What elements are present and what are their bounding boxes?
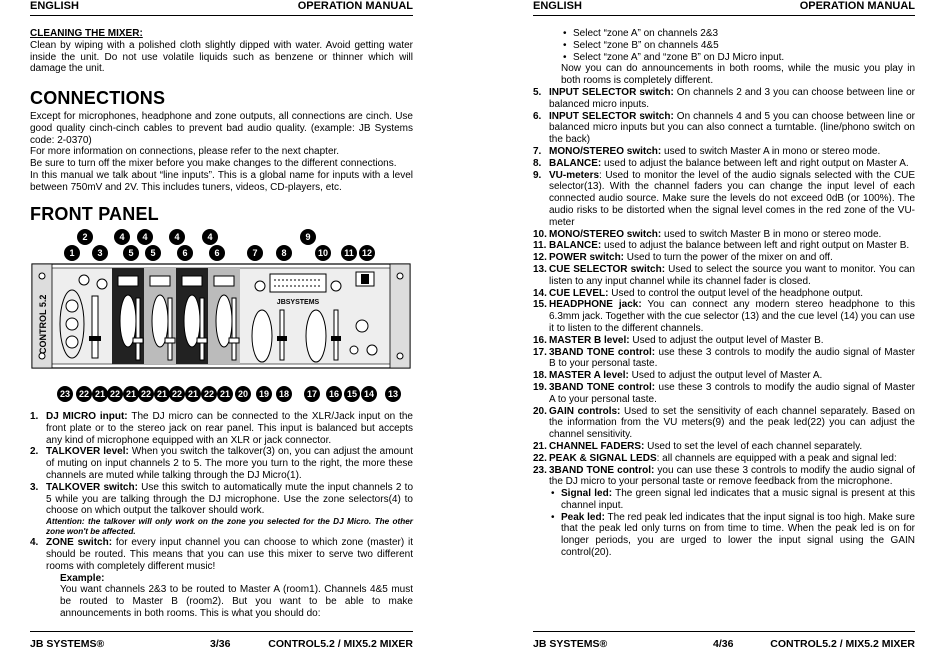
list-item: 17. 3BAND TONE control: use these 3 controls to modify the audio signal of Master B to your personal taste.	[533, 346, 915, 370]
callout-number: 14	[361, 386, 377, 402]
list-item: • Select “zone A” on channels 2&3	[561, 28, 915, 40]
list-item: 20. GAIN controls: Used to set the sensitivity of each channel separately. Based on the information from the VU meters(9) and the peak led(22) you can adjust the channel sensitivity.	[533, 405, 915, 441]
cleaning-section	[30, 28, 413, 75]
list-item: 10. MONO/STEREO switch: used to switch Master B in mono or stereo mode.	[533, 228, 882, 240]
header-title: OPERATION MANUAL	[297, 0, 413, 12]
list-item: 9. VU-meters: Used to monitor the level of the audio signals selected with the CUE selector(13). With the channel faders you can change the input level of each connected audio source. Make sure the levels do not exceed 0dB (or 100%). The audio risks to be distorted when the signal level comes in the red zone of the VU-meter	[533, 169, 915, 228]
callout-number: 16	[326, 386, 342, 402]
callout-number: 4	[202, 229, 218, 245]
callout-number: 4	[169, 229, 185, 245]
callout-number: 20	[235, 386, 251, 402]
callout-number: 22	[169, 386, 185, 402]
connections-p3: Be sure to turn off the mixer before you make changes to the different connections.	[30, 158, 397, 170]
connections-p2: For more information on connections, please refer to the next chapter.	[30, 146, 340, 158]
callout-number: 4	[114, 229, 130, 245]
list-item: 5. INPUT SELECTOR switch: On channels 2 and 3 you can choose between line or balanced micro inputs.	[533, 87, 916, 110]
callout-number: 18	[276, 386, 292, 402]
list-item: 23. 3BAND TONE control: you can use these 3 controls to modify the audio signal of the DJ micro to your personal taste or remove feedback from the microphone.	[533, 464, 915, 488]
callout-number: 5	[123, 245, 139, 261]
callout-number: 2	[77, 229, 93, 245]
list-item: 19. 3BAND TONE control: use these 3 controls to modify the audio signal of Master A to your personal taste.	[533, 381, 915, 405]
callout-number: 12	[359, 245, 375, 261]
line-channels	[112, 268, 240, 364]
example-label: Example:	[60, 572, 105, 584]
panel-model-label: CONTROL 5.2	[38, 294, 48, 354]
callout-number: 9	[300, 229, 316, 245]
callout-number: 22	[201, 386, 217, 402]
callout-number: 4	[137, 229, 153, 245]
right-item-list	[533, 87, 915, 559]
list-item: 8. BALANCE: used to adjust the balance between left and right output on Master A.	[533, 157, 909, 169]
list-item: 4. ZONE switch: for every input channel you can choose to which zone (master) it should be routed. This means that you can use this mixer to serve two different rooms with completely different music! Example: You want channels 2&3 to be routed to Master A (room1). Channels 4&5 must be routed to Master B (room2). But you want to be able to make announcements in both rooms. This is what you should do:	[30, 537, 413, 619]
list-item: 13. CUE SELECTOR switch: Used to select the source you want to monitor. You can listen to any input channel while its channel fader is closed.	[533, 263, 915, 287]
list-item: 12. POWER switch: Used to turn the power of the mixer on and off.	[533, 252, 833, 264]
callout-number: 13	[385, 386, 401, 402]
header-language: ENGLISH	[30, 0, 79, 12]
page-footer	[533, 631, 915, 652]
list-item: 14. CUE LEVEL: Used to control the output level of the headphone output.	[533, 287, 864, 299]
callout-number: 21	[92, 386, 108, 402]
callout-number: 21	[154, 386, 170, 402]
list-item	[533, 488, 915, 559]
callout-number: 3	[92, 245, 108, 261]
connections-text	[30, 111, 413, 194]
zone-example-summary: Now you can do announcements in both rooms, while the music you play in both rooms is completely different.	[561, 63, 915, 87]
callout-number: 19	[256, 386, 272, 402]
list-item: 2. TALKOVER level: When you switch the talkover(3) on, you can adjust the amount of muting on input channels 2 to 5. The more you turn to the right, the more these channels are muted while talking through the DJ Micro(1).	[30, 446, 413, 481]
list-item: 16. MASTER B level: Used to adjust the output level of Master B.	[533, 334, 824, 346]
callout-number: 6	[177, 245, 193, 261]
callout-number: 8	[276, 245, 292, 261]
header-language: ENGLISH	[533, 0, 582, 12]
page-footer	[30, 631, 413, 652]
callout-number: 21	[185, 386, 201, 402]
zone-example-steps	[561, 28, 915, 87]
panel-brand-label: JBSYSTEMS	[276, 299, 320, 306]
signal-led-bullet: • Signal led: The green signal led indicates that a music signal is present at this channel input.	[549, 488, 915, 512]
callout-number: 23	[57, 386, 73, 402]
peak-led-bullet: • Peak led: The red peak led indicates that the input signal is too high. Make sure that the peak led only turns on from time to time. When the peak led is on for longer periods, you are urged to lower the input signal using the GAIN control(20).	[549, 512, 915, 559]
header-title: OPERATION MANUAL	[799, 0, 915, 12]
list-item: • Select “zone A” and “zone B” on DJ Micro input.	[561, 52, 915, 64]
list-item: 7. MONO/STEREO switch: used to switch Master A in mono or stereo mode.	[533, 145, 881, 157]
callout-number: 22	[138, 386, 154, 402]
callout-number: 10	[315, 245, 331, 261]
list-item: 15. HEADPHONE jack: You can connect any modern stereo headphone to this 6.3mm jack. Together with the cue selector (13) and the cue level (14) you can use it to listen to the different channels.	[533, 299, 916, 334]
callout-number: 5	[145, 245, 161, 261]
footer-page-number: 4/36	[713, 638, 734, 650]
callout-number: 15	[344, 386, 360, 402]
callout-number: 7	[247, 245, 263, 261]
footer-model: CONTROL5.2 / MIX5.2 MIXER	[268, 638, 413, 650]
list-item: 22. PEAK & SIGNAL LEDS: all channels are equipped with a peak and signal led:	[533, 452, 897, 464]
front-panel-heading: FRONT PANEL	[30, 204, 159, 224]
list-item: 21. CHANNEL FADERS: Used to set the level of each channel separately.	[533, 440, 863, 452]
left-item-list	[30, 411, 413, 620]
connections-p1: Except for microphones, headphone and zone outputs, all connections are cinch. Use good quality cinch-cinch cables to prevent bad audio quality. (example: JB Systems code: 2-0370)	[30, 111, 413, 146]
page-header	[30, 0, 413, 16]
list-item: • Select “zone B” on channels 4&5	[561, 40, 915, 52]
cleaning-text: Clean by wiping with a polished cloth slightly dipped with water. Avoid getting water inside the unit. Do not use volatile liquids such as benzene or thinner which will damage the unit.	[30, 39, 413, 75]
connections-heading: CONNECTIONS	[30, 88, 166, 108]
callout-number: 22	[107, 386, 123, 402]
list-item: 6. INPUT SELECTOR switch: On channels 4 and 5 you can choose between line or balanced micro inputs but you can also connect a turntable. (line/phono switch on the back)	[533, 110, 916, 146]
list-item: 18. MASTER A level: Used to adjust the output level of Master A.	[533, 370, 823, 382]
cleaning-title: CLEANING THE MIXER:	[30, 28, 143, 39]
page-header	[533, 0, 915, 16]
footer-page-number: 3/36	[210, 638, 231, 650]
callout-number: 17	[304, 386, 320, 402]
callout-number: 6	[209, 245, 225, 261]
callout-number: 22	[76, 386, 92, 402]
callout-number: 21	[217, 386, 233, 402]
footer-brand: JB SYSTEMS®	[533, 638, 608, 650]
connections-p4: In this manual we talk about “line inputs”. This is a global name for inputs with a level between 750mV and 2V. This includes tuners, videos, CD-players, etc.	[30, 169, 413, 193]
list-item: 3. TALKOVER switch: Use this switch to automatically mute the input channels 2 to 5 while you are talking through the DJ microphone. Use the zone selectors(4) to choose on which output the talkover should work. Attention: the talkover will only work on the zone you selected for the DJ Micro. The other zone won't be affected.	[30, 481, 414, 537]
footer-brand: JB SYSTEMS®	[30, 638, 105, 650]
list-item: 11. BALANCE: used to adjust the balance between left and right output on Master B.	[533, 240, 910, 252]
front-panel-diagram	[30, 226, 413, 404]
callout-number: 11	[341, 245, 357, 261]
right-page	[475, 0, 950, 654]
callout-number: 21	[123, 386, 139, 402]
example-text: You want channels 2&3 to be routed to Master A (room1). Channels 4&5 must be routed to Master B (room2). But you want to be able to make announcements in both rooms. This is what you should do:	[60, 584, 413, 619]
footer-model: CONTROL5.2 / MIX5.2 MIXER	[770, 638, 915, 650]
callout-number: 1	[64, 245, 80, 261]
list-item: 1. DJ MICRO input: The DJ micro can be connected to the XLR/Jack input on the front plate or to the stereo jack on rear panel. This input is balanced but accepts any kind of microphone equipped with an XLR or jack connector.	[30, 411, 413, 446]
attention-note: Attention: the talkover will only work on the zone you selected for the DJ Micro. The other zone won't be affected.	[46, 517, 413, 537]
